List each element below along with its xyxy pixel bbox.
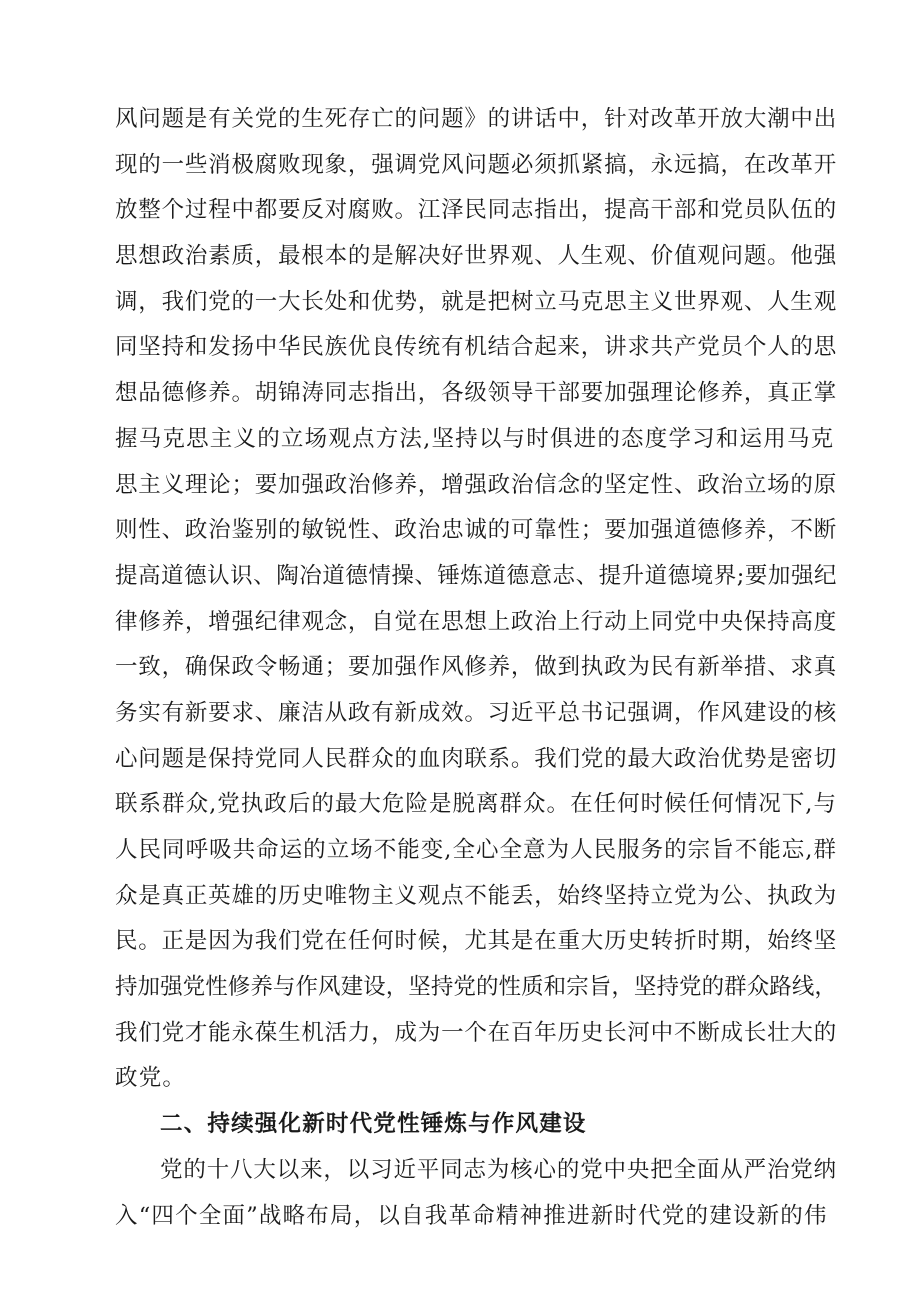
text-line: 众是真正英雄的历史唯物主义观点不能丢，始终坚持立党为公、执政为 (115, 882, 837, 909)
text-line: 思想政治素质，最根本的是解决好世界观、人生观、价值观问题。他强 (115, 243, 837, 270)
text-line: 党的十八大以来，以习近平同志为核心的党中央把全面从严治党纳 (160, 1156, 837, 1183)
section-heading: 二、持续强化新时代党性锤炼与作风建设 (160, 1111, 587, 1138)
text-line: 持加强党性修养与作风建设，坚持党的性质和宗旨，坚持党的群众路线， (115, 974, 837, 1001)
text-line: 政党。 (115, 1065, 187, 1092)
text-line: 我们党才能永葆生机活力，成为一个在百年历史长河中不断成长壮大的 (115, 1019, 837, 1046)
text-line: 入“四个全面”战略布局，以自我革命精神推进新时代党的建设新的伟 (115, 1202, 828, 1229)
text-line: 同坚持和发扬中华民族优良传统有机结合起来，讲求共产党员个人的思 (115, 334, 837, 361)
text-line: 调，我们党的一大长处和优势，就是把树立马克思主义世界观、人生观 (115, 288, 837, 315)
text-line: 民。正是因为我们党在任何时候，尤其是在重大历史转折时期，始终坚 (115, 928, 837, 955)
text-line: 思主义理论；要加强政治修养，增强政治信念的坚定性、政治立场的原 (115, 471, 837, 498)
text-line: 律修养，增强纪律观念，自觉在思想上政治上行动上同党中央保持高度 (115, 608, 837, 635)
text-line: 人民同呼吸共命运的立场不能变,全心全意为人民服务的宗旨不能忘,群 (115, 837, 837, 863)
text-line: 一致，确保政令畅通；要加强作风修养，做到执政为民有新举措、求真 (115, 654, 837, 681)
paragraph-2 (115, 1148, 835, 1239)
text-line: 风问题是有关党的生死存亡的问题》的讲话中，针对改革开放大潮中出 (115, 106, 837, 132)
text-line: 务实有新要求、廉洁从政有新成效。习近平总书记强调，作风建设的核 (115, 699, 837, 726)
text-line: 放整个过程中都要反对腐败。江泽民同志指出，提高干部和党员队伍的 (115, 197, 837, 224)
text-line: 则性、政治鉴别的敏锐性、政治忠诚的可靠性；要加强道德修养，不断 (115, 517, 837, 544)
text-line: 想品德修养。胡锦涛同志指出，各级领导干部要加强理论修养，真正掌 (115, 380, 837, 407)
paragraph-1 (115, 97, 835, 1102)
text-line: 握马克思主义的立场观点方法,坚持以与时俱进的态度学习和运用马克 (115, 425, 835, 452)
text-line: 现的一些消极腐败现象，强调党风问题必须抓紧搞，永远搞，在改革开 (115, 151, 837, 178)
text-line: 心问题是保持党同人民群众的血肉联系。我们党的最大政治优势是密切 (115, 745, 837, 772)
text-line: 提高道德认识、陶冶道德情操、锤炼道德意志、提升道德境界;要加强纪 (115, 562, 837, 589)
text-line: 联系群众,党执政后的最大危险是脱离群众。在任何时候任何情况下,与 (115, 791, 837, 818)
document-body (115, 97, 835, 1239)
